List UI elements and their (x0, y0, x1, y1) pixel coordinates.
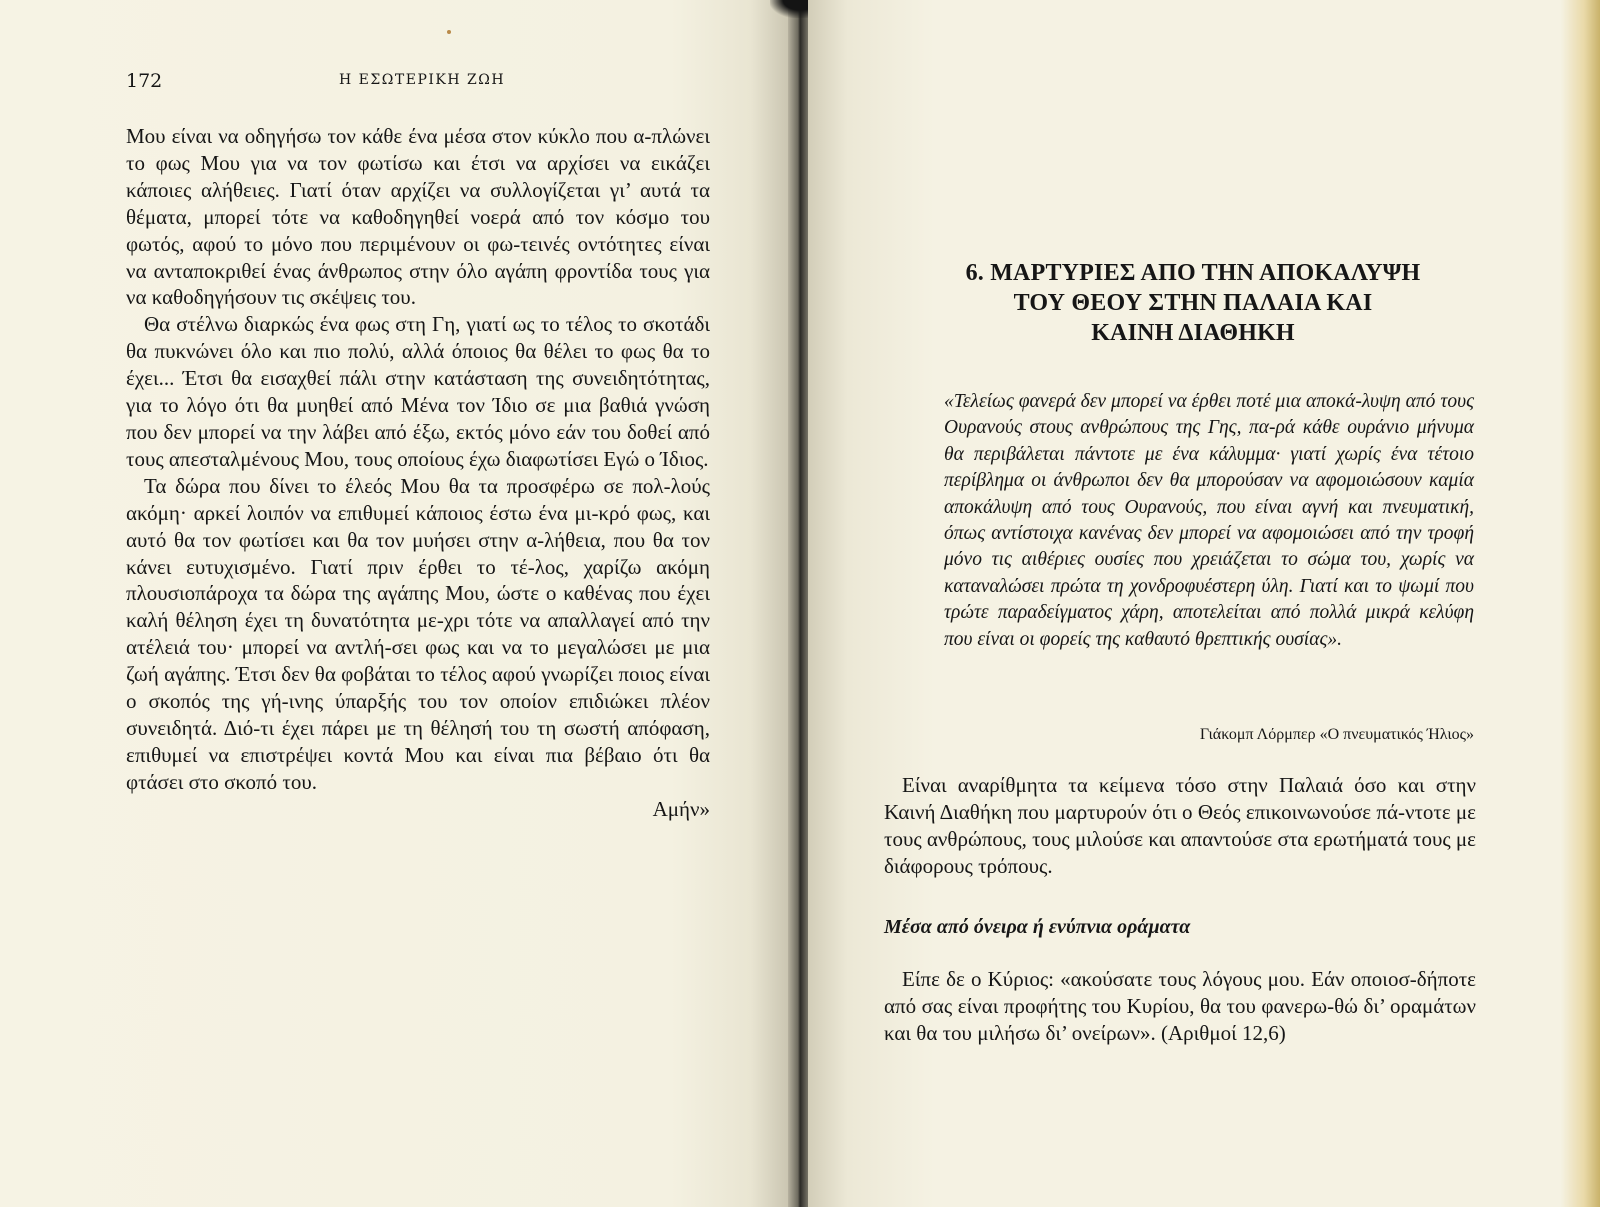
running-head (126, 70, 726, 94)
book-gutter (788, 0, 810, 1207)
ink-speck (447, 30, 451, 34)
paragraph-3: Τα δώρα που δίνει το έλεός Μου θα τα προσφέρω σε πολ-λούς ακόμη· αρκεί λοιπόν να επιθυμεί κάποιος έστω ένα μι-κρό φως, και αυτό θα τον φωτίσει και θα τον μυήσει στην α-λήθεια, που θα τον κάνει ευτυχισμένο. Γιατί πριν έρθει το τέ-λος, χαρίζω ακόμη πλουσιοπάροχα τα δώρα της αγάπης Μου, ώστε ο καθένας που έχει καλή θέληση έχει τη δυνατότητα με-χρι τότε να απαλλαγεί από την ατέλειά του· μπορεί να αντλή-σει φως και να το μεγαλώσει με μια ζωή αγάπης. Έτσι δεν θα φοβάται το τέλος αφού γνωρίζει ποιος είναι ο σκοπός της γή-ινης ύπαρξής του τον οποίον επιδιώκει πλέον συνειδητά. Διό-τι έχει πάρει με τη θέλησή του τη σωστή απόφαση, επιθυμεί να επιστρέψει κοντά Μου και είναι πια βέβαιο ότι θα φτάσει στο σκοπό του. (126, 473, 710, 794)
chapter-title-line-3: ΚΑΙΝΗ ΔΙΑΘΗΚΗ (1091, 320, 1295, 346)
left-page (0, 0, 790, 1207)
left-body-text (126, 123, 710, 823)
book-title-header: Η ΕΣΩΤΕΡΙΚΗ ΖΩΗ (339, 72, 506, 88)
paragraph-2: Θα στέλνω διαρκώς ένα φως στη Γη, γιατί ως το τέλος το σκοτάδι θα πυκνώνει όλο και πιο πολύ, αλλά όποιος θα θέλει το φως θα το έχει... Έτσι θα εισαχθεί πάλι στην κατάσταση της συνειδητότητας, για το λόγο ότι θα μυηθεί από Μένα τον Ίδιο σε μια βαθιά γνώση που δεν μπορεί να την λάβει από έξω, εκτός μόνο εάν του δοθεί από τους απεσταλμένους Μου, τους οποίους έχω διαφωτίσει Εγώ ο Ίδιος. (126, 312, 710, 471)
intro-text (884, 772, 1476, 880)
signoff: Αμήν» (652, 796, 710, 821)
epigraph-attribution: Γιάκομπ Λόρμπερ «Ο πνευματικός Ήλιος» (1199, 726, 1474, 743)
epigraph-quote: «Τελείως φανερά δεν μπορεί να έρθει ποτέ μια αποκά-λυψη από τους Ουρανούς στους ανθρώπους της Γης, πα-ρά κάθε ουράνιο μήνυμα θα περιβάλεται πάντοτε με ένα κάλυμμα· γιατί χωρίς ένα τέτοιο περίβλημα οι άνθρωποι δεν θα μπορούσαν να αφομοιώσουν καμία αποκάλυψη από τους Ουρανούς, που είναι αγνή και πνευματική, όπως αντίστοιχα κανένας δεν μπορεί να αφομοιώσει από την τροφή μόνο τις αιθέριες ουσίες που χρειάζεται το σώμα του, χωρίς να καταναλώσει πρώτα τη χονδροφυέστερη ύλη. Γιατί και το ψωμί που τρώτε παραδείγματος χάρη, αποτελείται από πολλά μικρά κελύφη που είναι οι φορείς της καθαυτό θρεπτικής ουσίας». (944, 391, 1474, 650)
chapter-title (898, 258, 1488, 348)
chapter-title-line-1: 6. ΜΑΡΤΥΡΙΕΣ ΑΠΟ ΤΗΝ ΑΠΟΚΑΛΥΨΗ (965, 260, 1421, 286)
paragraph-1: Μου είναι να οδηγήσω τον κάθε ένα μέσα στον κύκλο που α-πλώνει το φως Μου για να τον φωτίσω και έτσι να αρχίσει να εικάζει κάποιες αλήθειες. Γιατί όταν αρχίζει να συλλογίζεται γι’ αυτά τα θέματα, μπορεί τότε να καθοδηγηθεί νοερά από τον κόσμο του φωτός, αφού το μόνο που περιμένουν οι φω-τεινές οντότητες είναι να ανταποκριθεί ένας άνθρωπος στην όλο αγάπη φροντίδα τους για να καθοδηγήσουν τις σκέψεις του. (126, 124, 710, 310)
intro-paragraph: Είναι αναρίθμητα τα κείμενα τόσο στην Παλαιά όσο και στην Καινή Διαθήκη που μαρτυρούν ότι ο Θεός επικοινωνούσε πά-ντοτε με τους ανθρώπους, τους μιλούσε και απαντούσε στα ερωτήματά τους με διάφορους τρόπους. (884, 773, 1476, 878)
chapter-title-line-2: ΤΟΥ ΘΕΟΥ ΣΤΗΝ ΠΑΛΑΙΑ ΚΑΙ (1013, 290, 1373, 316)
scripture-text (884, 966, 1476, 1047)
section-subheading: Μέσα από όνειρα ή ενύπνια οράματα (884, 916, 1191, 938)
scripture-paragraph: Είπε δε ο Κύριος: «ακούσατε τους λόγους μου. Εάν οποιοσ-δήποτε από σας είναι προφήτης του Κυρίου, θα του φανερω-θώ δι’ οραμάτων και θα του μιλήσω δι’ ονείρων». (Αριθμοί 12,6) (884, 967, 1476, 1045)
page-number: 172 (126, 70, 163, 92)
